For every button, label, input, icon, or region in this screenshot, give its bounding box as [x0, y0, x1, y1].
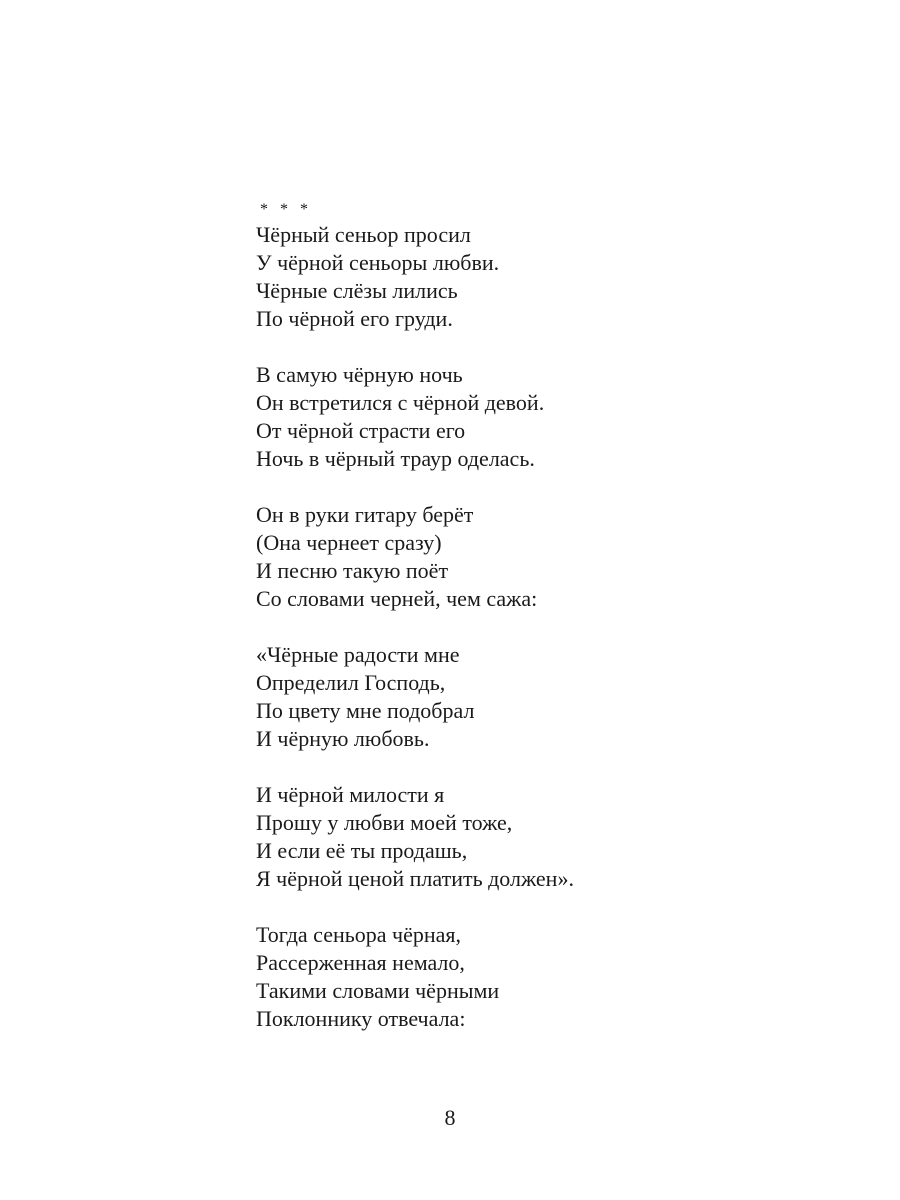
poem-line: По цвету мне подобрал: [256, 698, 475, 723]
stanza: [256, 781, 816, 893]
poem-line: Чёрный сеньор просил: [256, 222, 471, 247]
poem-line: По чёрной его груди.: [256, 306, 453, 331]
stanza: [256, 921, 816, 1033]
section-ornament: * * *: [260, 201, 312, 218]
stanza: [256, 361, 816, 473]
poem-line: И чёрной милости я: [256, 782, 445, 807]
poem-line: Он встретился с чёрной девой.: [256, 390, 545, 415]
poem-line: Я чёрной ценой платить должен».: [256, 866, 574, 891]
poem-line: И чёрную любовь.: [256, 726, 430, 751]
stanza: [256, 501, 816, 613]
poem-line: Ночь в чёрный траур оделась.: [256, 446, 535, 471]
stanza: [256, 221, 816, 333]
poem-line: В самую чёрную ночь: [256, 362, 463, 387]
poem-line: И если её ты продашь,: [256, 838, 468, 863]
poem-line: Рассерженная немало,: [256, 950, 465, 975]
poem-line: Определил Господь,: [256, 670, 446, 695]
poem-line: Он в руки гитару берёт: [256, 502, 474, 527]
poem-line: Поклоннику отвечала:: [256, 1006, 466, 1031]
poem: [256, 199, 816, 1061]
stanza: [256, 641, 816, 753]
poem-line: (Она чернеет сразу): [256, 530, 442, 555]
page-number: 8: [444, 1105, 456, 1130]
poem-line: Со словами черней, чем сажа:: [256, 586, 538, 611]
poem-line: Тогда сеньора чёрная,: [256, 922, 462, 947]
poem-line: И песню такую поёт: [256, 558, 449, 583]
poem-line: Чёрные слёзы лились: [256, 278, 458, 303]
poem-line: От чёрной страсти его: [256, 418, 466, 443]
poem-line: Прошу у любви моей тоже,: [256, 810, 513, 835]
poem-line: «Чёрные радости мне: [256, 642, 460, 667]
poem-line: У чёрной сеньоры любви.: [256, 250, 500, 275]
poem-line: Такими словами чёрными: [256, 978, 500, 1003]
